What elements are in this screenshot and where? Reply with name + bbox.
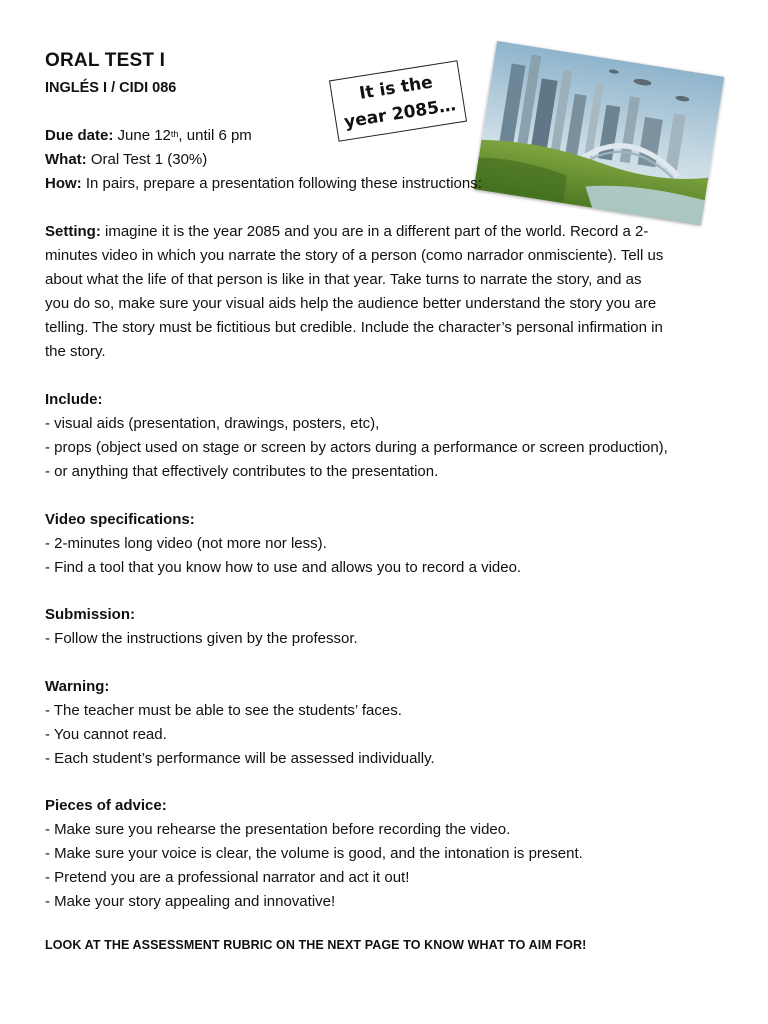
setting-label: Setting:: [45, 223, 101, 240]
include-section: [45, 388, 668, 484]
setting-line: about what the life of that person is like in that year. Take turns to narrate the story, and as: [45, 271, 642, 288]
setting-line: imagine it is the year 2085 and you are in a different part of the world. Record a 2-: [100, 223, 649, 240]
warning-item: - The teacher must be able to see the students’ faces.: [45, 702, 402, 719]
include-item: - props (object used on stage or screen by actors during a performance or screen production),: [45, 439, 668, 456]
course-code: INGLÉS I / CIDI 086: [45, 80, 177, 96]
submission-item: - Follow the instructions given by the professor.: [45, 630, 358, 647]
warning-heading: Warning:: [45, 678, 110, 695]
city-illustration: [474, 41, 725, 225]
what-label: What:: [45, 151, 87, 168]
video-heading: Video specifications:: [45, 511, 195, 528]
due-date-value: June 12th, until 6 pm: [117, 127, 252, 144]
setting-line: you do so, make sure your visual aids help the audience better understand the story you are: [45, 295, 657, 312]
video-item: - 2-minutes long video (not more nor less).: [45, 535, 327, 552]
what-value: Oral Test 1 (30%): [90, 151, 208, 168]
setting-paragraph: [45, 220, 664, 364]
advice-item: - Make sure you rehearse the presentation before recording the video.: [45, 821, 511, 838]
advice-section: [45, 794, 645, 914]
include-item: - or anything that effectively contributes to the presentation.: [45, 463, 439, 480]
setting-line: minutes video in which you narrate the story of a person (como narrador onmisciente). Tell us: [45, 247, 664, 264]
what-line: [45, 148, 207, 172]
rubric-notice: LOOK AT THE ASSESSMENT RUBRIC ON THE NEXT PAGE TO KNOW WHAT TO AIM FOR!: [45, 938, 587, 952]
warning-section: [45, 675, 645, 771]
advice-item: - Make your story appealing and innovative!: [45, 893, 336, 910]
year-sticker: [329, 60, 467, 142]
setting-line: telling. The story must be fictitious but credible. Include the character’s personal infirmation in: [45, 319, 663, 336]
setting-line: the story.: [45, 343, 106, 360]
sticker-line-2: year 2085…: [342, 95, 458, 133]
sticker-line-1: It is the: [357, 72, 435, 104]
how-label: How:: [45, 175, 82, 192]
how-value: In pairs, prepare a presentation following these instructions:: [85, 175, 482, 192]
include-heading: Include:: [45, 391, 103, 408]
advice-item: - Make sure your voice is clear, the volume is good, and the intonation is present.: [45, 845, 583, 862]
submission-heading: Submission:: [45, 606, 136, 623]
warning-item: - You cannot read.: [45, 726, 167, 743]
page-title: ORAL TEST I: [45, 50, 166, 71]
how-line: [45, 172, 482, 196]
advice-item: - Pretend you are a professional narrator and act it out!: [45, 869, 410, 886]
submission-section: [45, 603, 645, 651]
due-date-line: [45, 124, 252, 148]
include-item: - visual aids (presentation, drawings, posters, etc),: [45, 415, 380, 432]
video-section: [45, 508, 645, 580]
warning-item: - Each student’s performance will be assessed individually.: [45, 750, 435, 767]
futuristic-city-image: [474, 41, 725, 225]
advice-heading: Pieces of advice:: [45, 797, 167, 814]
due-date-label: Due date:: [45, 127, 114, 144]
video-item: - Find a tool that you know how to use and allows you to record a video.: [45, 559, 522, 576]
